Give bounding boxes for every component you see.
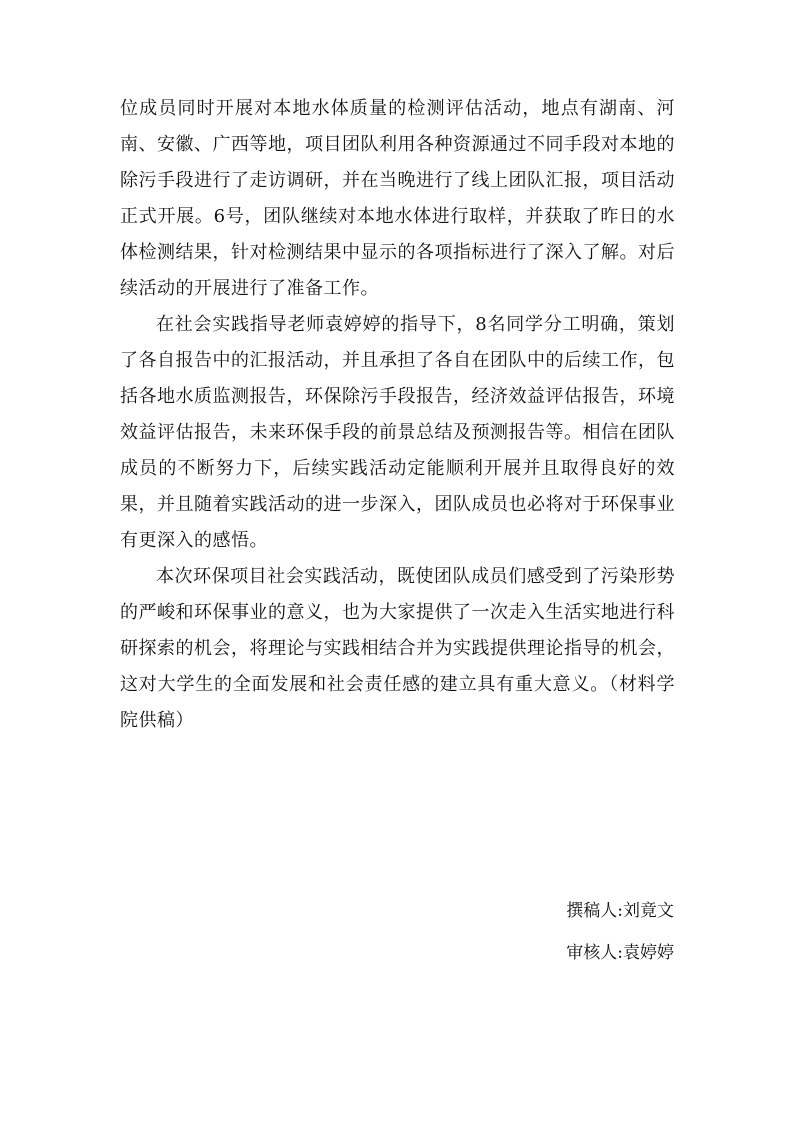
reviewer-credit: 审核人:袁婷婷 [566,943,674,963]
signature-block [374,890,674,974]
paragraph-guidance: 在社会实践指导老师袁婷婷的指导下，8名同学分工明确，策划了各自报告中的汇报活动，并且承担了各自在团队中的后续工作，包括各地水质监测报告，环保除污手段报告，经济效益评估报告，环境效益评估报告，未来环保手段的前景总结及预测报告等。相信在团队成员的不断努力下，后续实践活动定能顺利开展并且取得良好的效果，并且随着实践活动的进一步深入，团队成员也必将对于环保事业有更深入的感悟。 [120,314,675,551]
writer-credit: 撰稿人:刘竟文 [566,901,674,921]
document-body [120,91,675,739]
paragraph-significance: 本次环保项目社会实践活动，既使团队成员们感受到了污染形势的严峻和环保事业的意义，也为大家提供了一次走入生活实地进行科研探索的机会，将理论与实践相结合并为实践提供理论指导的机会，这对大学生的全面发展和社会责任感的建立具有重大意义。（材料学院供稿） [120,566,675,731]
paragraph-continued: 位成员同时开展对本地水体质量的检测评估活动，地点有湖南、河南、安徽、广西等地，项目团队利用各种资源通过不同手段对本地的除污手段进行了走访调研，并在当晚进行了线上团队汇报，项目活动正式开展。6号，团队继续对本地水体进行取样，并获取了昨日的水体检测结果，针对检测结果中显示的各项指标进行了深入了解。对后续活动的开展进行了准备工作。 [120,98,675,299]
